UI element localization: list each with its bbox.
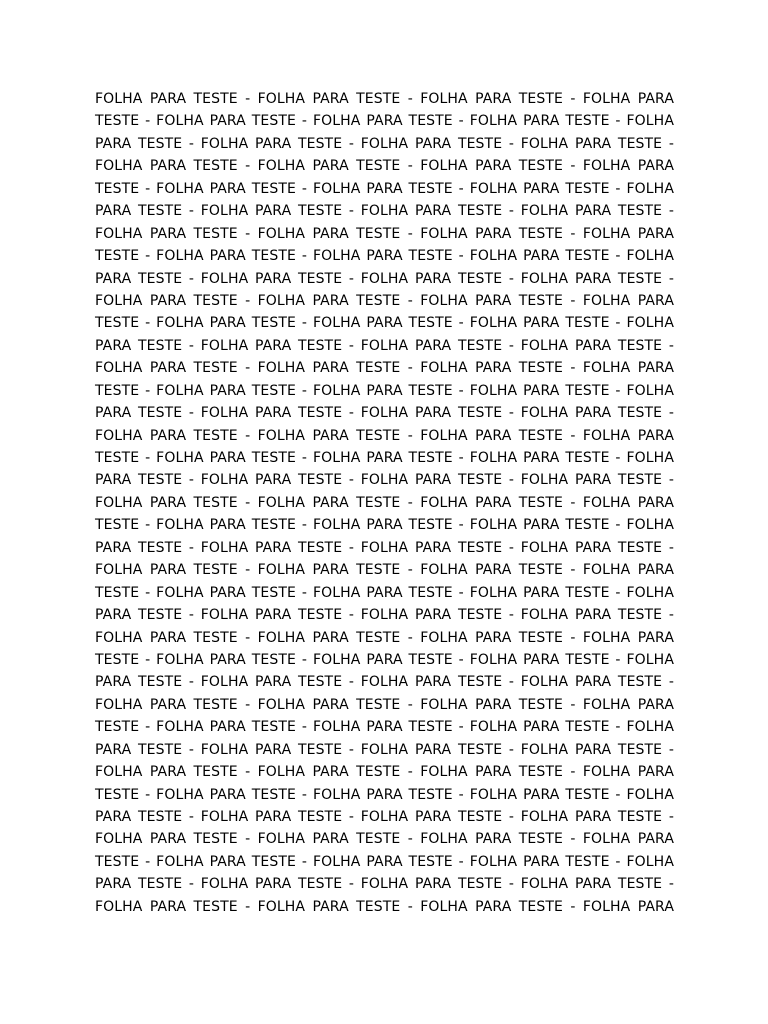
- text-line: PARA TESTE - FOLHA PARA TESTE - FOLHA PARA TESTE - FOLHA PARA TESTE -: [95, 539, 674, 556]
- text-line: PARA TESTE - FOLHA PARA TESTE - FOLHA PARA TESTE - FOLHA PARA TESTE -: [95, 337, 674, 354]
- text-line: TESTE - FOLHA PARA TESTE - FOLHA PARA TESTE - FOLHA PARA TESTE - FOLHA: [95, 719, 674, 736]
- text-line: FOLHA PARA TESTE - FOLHA PARA TESTE - FOLHA PARA TESTE - FOLHA PARA: [95, 764, 674, 781]
- text-line: TESTE - FOLHA PARA TESTE - FOLHA PARA TESTE - FOLHA PARA TESTE - FOLHA: [95, 584, 674, 601]
- text-line: TESTE - FOLHA PARA TESTE - FOLHA PARA TESTE - FOLHA PARA TESTE - FOLHA: [95, 786, 674, 803]
- text-line: PARA TESTE - FOLHA PARA TESTE - FOLHA PARA TESTE - FOLHA PARA TESTE -: [95, 741, 674, 758]
- text-line: FOLHA PARA TESTE - FOLHA PARA TESTE - FOLHA PARA TESTE - FOLHA PARA: [95, 494, 674, 511]
- text-line: PARA TESTE - FOLHA PARA TESTE - FOLHA PARA TESTE - FOLHA PARA TESTE -: [95, 876, 674, 893]
- text-line: FOLHA PARA TESTE - FOLHA PARA TESTE - FOLHA PARA TESTE - FOLHA PARA: [95, 360, 674, 377]
- text-line: TESTE - FOLHA PARA TESTE - FOLHA PARA TESTE - FOLHA PARA TESTE - FOLHA: [95, 315, 674, 332]
- text-line: PARA TESTE - FOLHA PARA TESTE - FOLHA PARA TESTE - FOLHA PARA TESTE -: [95, 607, 674, 624]
- text-line: FOLHA PARA TESTE - FOLHA PARA TESTE - FOLHA PARA TESTE - FOLHA PARA: [95, 696, 674, 713]
- text-line: FOLHA PARA TESTE - FOLHA PARA TESTE - FOLHA PARA TESTE - FOLHA PARA: [95, 831, 674, 848]
- text-line: TESTE - FOLHA PARA TESTE - FOLHA PARA TESTE - FOLHA PARA TESTE - FOLHA: [95, 853, 674, 870]
- text-line: PARA TESTE - FOLHA PARA TESTE - FOLHA PARA TESTE - FOLHA PARA TESTE -: [95, 674, 674, 691]
- text-line: FOLHA PARA TESTE - FOLHA PARA TESTE - FOLHA PARA TESTE - FOLHA PARA: [95, 158, 674, 175]
- text-line: TESTE - FOLHA PARA TESTE - FOLHA PARA TESTE - FOLHA PARA TESTE - FOLHA: [95, 113, 674, 130]
- text-line: TESTE - FOLHA PARA TESTE - FOLHA PARA TESTE - FOLHA PARA TESTE - FOLHA: [95, 450, 674, 466]
- text-line: FOLHA PARA TESTE - FOLHA PARA TESTE - FOLHA PARA TESTE - FOLHA PARA: [95, 898, 674, 915]
- text-line: FOLHA PARA TESTE - FOLHA PARA TESTE - FOLHA PARA TESTE - FOLHA PARA: [95, 629, 674, 646]
- text-line: PARA TESTE - FOLHA PARA TESTE - FOLHA PARA TESTE - FOLHA PARA TESTE -: [95, 405, 674, 422]
- text-line: TESTE - FOLHA PARA TESTE - FOLHA PARA TESTE - FOLHA PARA TESTE - FOLHA: [95, 248, 674, 265]
- text-line: TESTE - FOLHA PARA TESTE - FOLHA PARA TESTE - FOLHA PARA TESTE - FOLHA: [95, 517, 674, 534]
- text-line: FOLHA PARA TESTE - FOLHA PARA TESTE - FOLHA PARA TESTE - FOLHA PARA: [95, 562, 674, 579]
- text-line: PARA TESTE - FOLHA PARA TESTE - FOLHA PARA TESTE - FOLHA PARA TESTE -: [95, 472, 674, 489]
- text-line: PARA TESTE - FOLHA PARA TESTE - FOLHA PARA TESTE - FOLHA PARA TESTE -: [95, 135, 674, 152]
- text-line: TESTE - FOLHA PARA TESTE - FOLHA PARA TESTE - FOLHA PARA TESTE - FOLHA: [95, 382, 674, 399]
- text-line: FOLHA PARA TESTE - FOLHA PARA TESTE - FOLHA PARA TESTE - FOLHA PARA: [95, 427, 674, 444]
- text-line: FOLHA PARA TESTE - FOLHA PARA TESTE - FOLHA PARA TESTE - FOLHA PARA: [95, 292, 674, 309]
- text-line: PARA TESTE - FOLHA PARA TESTE - FOLHA PARA TESTE - FOLHA PARA TESTE -: [95, 270, 674, 287]
- text-line: FOLHA PARA TESTE - FOLHA PARA TESTE - FOLHA PARA TESTE - FOLHA PARA: [95, 225, 674, 242]
- text-line: PARA TESTE - FOLHA PARA TESTE - FOLHA PARA TESTE - FOLHA PARA TESTE -: [95, 203, 674, 220]
- body-text: [95, 88, 674, 918]
- text-line: PARA TESTE - FOLHA PARA TESTE - FOLHA PARA TESTE - FOLHA PARA TESTE -: [95, 809, 674, 825]
- text-line: FOLHA PARA TESTE - FOLHA PARA TESTE - FOLHA PARA TESTE - FOLHA PARA: [95, 91, 674, 107]
- text-line: TESTE - FOLHA PARA TESTE - FOLHA PARA TESTE - FOLHA PARA TESTE - FOLHA: [95, 180, 674, 197]
- text-line: TESTE - FOLHA PARA TESTE - FOLHA PARA TESTE - FOLHA PARA TESTE - FOLHA: [95, 651, 674, 668]
